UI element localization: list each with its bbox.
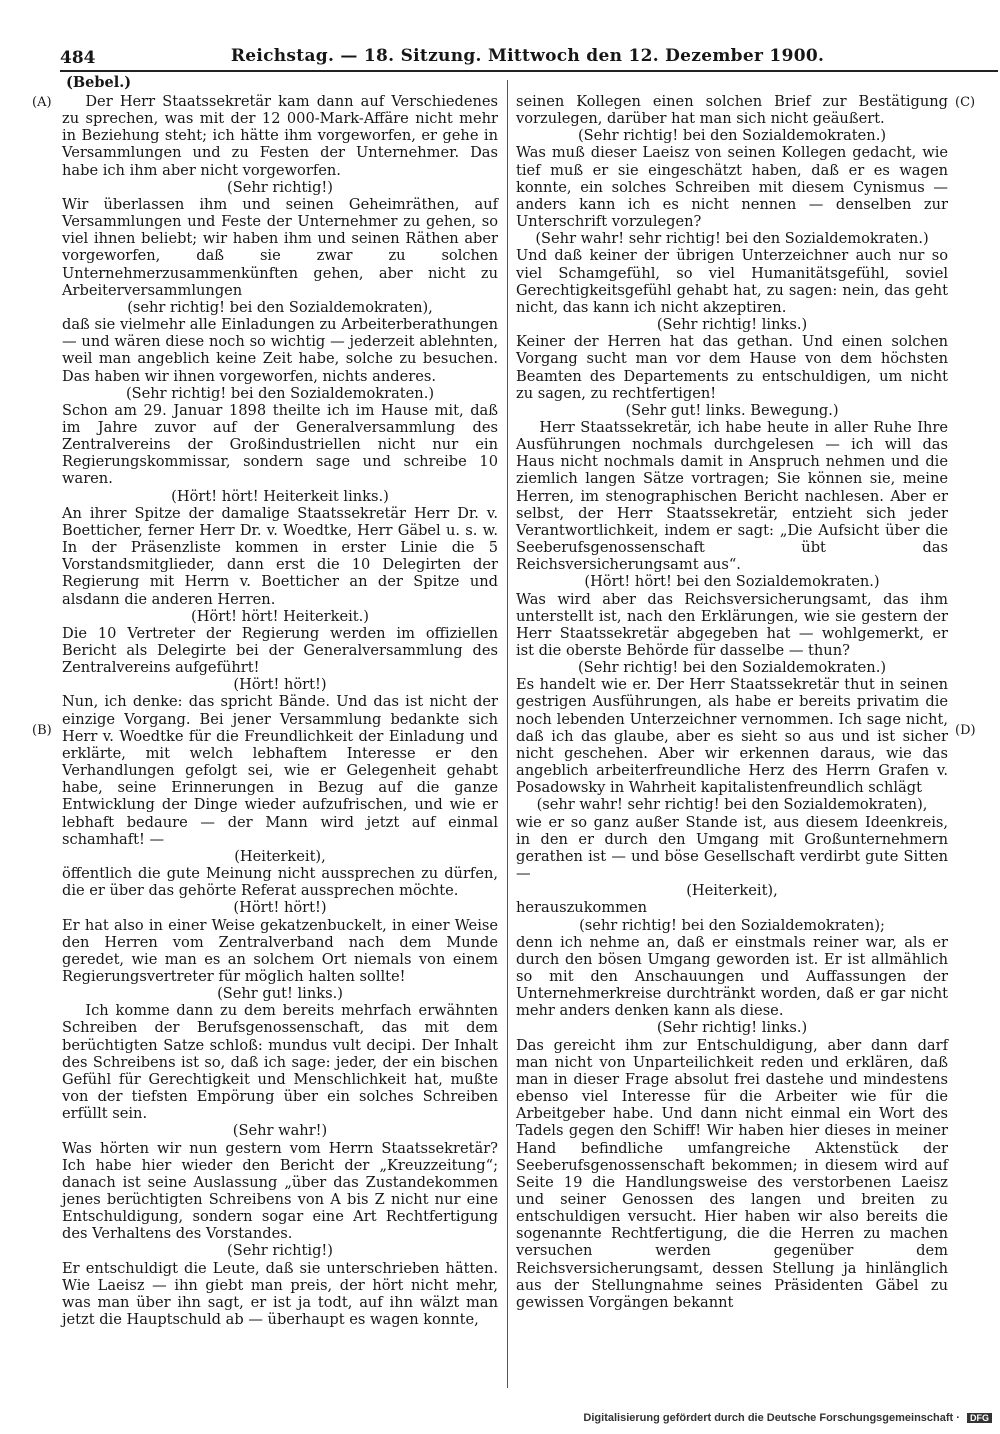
interjection: (Sehr gut! links. Bewegung.) [625,401,839,419]
paragraph: Herr Staatssekretär, ich habe heute in aller Ruhe Ihre Ausführungen nochmals durchgelesen — ich will das Haus nicht nochmals damit in Anspruch nehmen und die ziemlich langen Sätze vortragen; Sie können sie, meine Herren, im stenographischen Bericht nachlesen. Aber er selbst, der Herr Staatssekretär, entzieht sich jeder Verantwortlichkeit, indem er sagt: „Die Aufsicht über die Seeberufsgenossenschaft übt das Reichsversicherungsamt aus“. [516,418,948,574]
paragraph: Nun, ich denke: das spricht Bände. Und das ist nicht der einzige Vorgang. Bei jener Versammlung bedankte sich Herr v. Woedtke für die Freundlichkeit der Einladung und erklärte, mit welch lebhaftem Interesse er den Verhandlungen gefolgt sei, wie er Gelegenheit gehabt habe, seine Erinnerungen in Bezug auf die ganze Entwicklung der Dinge wieder aufzufrischen, und wie er lebhaft bedaure — der Mann wird jetzt auf einmal schamhaft! — [62,693,498,848]
footer-text: Digitalisierung gefördert durch die Deutsche Forschungsgemeinschaft · [583,1412,960,1424]
paragraph: Er entschuldigt die Leute, daß sie unterschrieben hätten. Wie Laeisz — ihn giebt man preis, der hört nicht mehr, was man über ihn sagt, er ist ja todt, auf ihn wälzt man jetzt die Hauptschuld ab — überhaupt es wagen konnte, [62,1259,498,1329]
paragraph: Schon am 29. Januar 1898 theilte ich im Hause mit, daß im Jahre zuvor auf der Generalversammlung des Zentralvereins der Großindustriellen nicht nur ein Regierungskommissar, sondern sage und schreibe 10 waren. [62,401,498,488]
paragraph: Er hat also in einer Weise gekatzenbuckelt, in einer Weise den Herren vom Zentralverband nach dem Munde geredet, wie man es an solchem Ort niemals von einem Regierungsvertreter für möglich halten sollte! [62,916,498,985]
paragraph: Es handelt wie er. Der Herr Staatssekretär thut in seinen gestrigen Ausführungen, als habe er bereits privatim die noch lebenden Unterzeichner vernommen. Ich sage nicht, daß ich das glaube, aber es sieht so aus und ist sicher nicht geschehen. Aber wir erkennen daraus, wie das angeblich arbeiterfreundliche Herz des Herrn Grafen v. Posadowsky in Wahrheit kapitalistenfreundlich schlägt [516,676,948,797]
margin-mark-a: (A) [32,95,52,110]
paragraph: Und daß keiner der übrigen Unterzeichner auch nur so viel Schamgefühl, so viel Humanitätsgefühl, soviel Gerechtigkeitsgefühl gehabt hat, zu sagen: nein, das geht nicht, das kann ich nicht akzeptiren. [516,247,948,316]
paragraph: Was wird aber das Reichsversicherungsamt, das ihm unterstellt ist, nach den Erklärungen, wie sie gestern der Herr Staatssekretär abgegeben hat — wohlgemerkt, er ist die oberste Behörde für dasselbe — thun? [516,590,948,659]
paragraph: An ihrer Spitze der damalige Staatssekretär Herr Dr. v. Boetticher, ferner Herr Dr. v. Woedtke, Herr Gäbel u. s. w. In der Präsenzliste kommen in erster Linie die 5 Vorstandsmitglieder, dann erst die 10 Delegirten der Regierung mit Herrn v. Boetticher an der Spitze und alsdann die anderen Herren. [62,504,498,608]
paragraph: Die 10 Vertreter der Regierung werden im offiziellen Bericht als Delegirte bei der Generalversammlung des Zentralvereins aufgeführt! [62,624,498,677]
paragraph: seinen Kollegen einen solchen Brief zur Bestätigung vorzulegen, darüber hat man sich nicht geäußert. [516,93,948,128]
header-rule [60,70,998,72]
interjection: (Heiterkeit), [234,847,326,865]
paragraph: denn ich nehme an, daß er einstmals reiner war, als er durch den bösen Umgang geworden ist. Er ist allmählich so mit den Anschauungen und Auffassungen der Unternehmerkreise durchtränkt worden, daß er gar nicht mehr anders denken kann als diese. [516,933,948,1020]
speaker-name: (Bebel.) [66,74,132,91]
paragraph: Der Herr Staatssekretär kam dann auf Verschiedenes zu sprechen, was mit der 12 000-Mark-Affäre nicht mehr in Beziehung steht; ich hätte ihm vorgeworfen, er gehe in Versammlungen und zu Festen der Unternehmer. Das habe ich ihm aber nicht vorgeworfen. [62,93,498,179]
interjection: (Sehr richtig! links.) [656,1019,808,1037]
margin-mark-d: (D) [955,723,976,738]
paragraph: Ich komme dann zu dem bereits mehrfach erwähnten Schreiben der Berufsgenossenschaft, das mit dem berüchtigten Satze schloß: mundus vult decipi. Der Inhalt des Schreibens ist so, daß ich sage: jeder, der ein bischen Gefühl für Gerechtigkeit und Menschlichkeit hat, mußte von der tiefsten Empörung über ein solches Schreiben erfüllt sein. [62,1002,498,1123]
page-header [60,42,995,72]
interjection: (sehr wahr! sehr richtig! bei den Sozialdemokraten), [536,796,928,814]
interjection: (Hört! hört! bei den Sozialdemokraten.) [584,573,880,591]
interjection: (sehr richtig! bei den Sozialdemokraten), [127,298,433,316]
paragraph: Was hörten wir nun gestern vom Herrn Staatssekretär? Ich habe hier wieder den Bericht der „Kreuzzeitung“; danach ist seine Auslassung „über das Zustandekommen jenes berüchtigten Schreibens von A bis Z nicht nur eine Entschuldigung, sondern sogar eine Art Rechtfertigung des Verhaltens des Vorstandes. [62,1139,498,1243]
interjection: (Sehr gut! links.) [217,985,343,1003]
interjection: (Sehr richtig! bei den Sozialdemokraten.) [577,127,887,145]
interjection: (Sehr richtig! links.) [656,316,808,334]
paragraph: wie er so ganz außer Stande ist, aus diesem Ideenkreis, in den er durch den Umgang mit Großunternehmern gerathen ist — und böse Gesellschaft verdirbt gute Sitten — [516,813,948,883]
paragraph: Was muß dieser Laeisz von seinen Kollegen gedacht, wie tief muß er sie eingeschätzt haben, daß er es wagen konnte, ein solches Schreiben mit diesem Cynismus — anders kann ich es nicht nennen — denselben zur Unterschrift vorzulegen? [516,144,948,231]
interjection: (Sehr richtig!) [227,1242,333,1260]
interjection: (Sehr richtig! bei den Sozialdemokraten.) [125,384,435,402]
interjection: (Hört! hört! Heiterkeit links.) [171,487,389,505]
footer-credit [583,1412,992,1424]
paragraph: Das gereicht ihm zur Entschuldigung, aber dann darf man nicht von Unparteilichkeit reden und erklären, daß man in dieser Frage absolut frei dastehe und mindestens ebenso viel Interesse für die Arbeiter wie für die Arbeitgeber habe. Und dann nicht einmal ein Wort des Tadels gegen den Schiff! Wir haben hier dieses in meiner Hand befindliche umfangreiche Aktenstück der Seeberufsgenossenschaft bekommen; in diesem wird auf Seite 19 die Handlungsweise des verstorbenen Laeisz und seiner Genossen des langen und breiten zu entschuldigen versucht. Hier haben wir also bereits die sogenannte Rechtfertigung, die die Herren zu machen versuchen werden gegenüber dem Reichsversicherungsamt, dessen Stellung ja hinlänglich aus der Stellungnahme seines Präsidenten Gäbel zu gewissen Vorgängen bekannt [516,1036,948,1311]
interjection: (Sehr richtig! bei den Sozialdemokraten.) [577,659,887,677]
margin-mark-b: (B) [32,723,52,738]
paragraph: Wir überlassen ihm und seinen Geheimräthen, auf Versammlungen und Feste der Unternehmer zu gehen, so viel ihnen beliebt; wir haben ihm und seinen Räthen aber vorgeworfen, daß sie zwar zu solchen Unternehmerzusammenkünften gehen, aber nicht zu Arbeiterversammlungen [62,195,498,299]
margin-mark-c: (C) [955,95,976,110]
interjection: (Heiterkeit), [686,882,778,900]
paragraph: öffentlich die gute Meinung nicht aussprechen zu dürfen, die er über das gehörte Referat aussprechen möchte. [62,865,498,900]
left-text-column [62,93,498,1328]
interjection: (Sehr wahr! sehr richtig! bei den Sozialdemokraten.) [535,230,929,248]
running-title: Reichstag. — 18. Sitzung. Mittwoch den 12. Dezember 1900. [230,46,825,66]
column-divider [507,80,508,1388]
interjection: (Hört! hört!) [233,676,327,694]
interjection: (Hört! hört! Heiterkeit.) [191,607,369,625]
dfg-logo: DFG [967,1413,992,1423]
paragraph: daß sie vielmehr alle Einladungen zu Arbeiterberathungen — und wären diese noch so wichtig — jederzeit ablehnten, weil man angeblich keine Zeit habe, solche zu besuchen. Das haben wir ihnen vorgeworfen, nichts anderes. [62,316,498,385]
interjection: (Hört! hört!) [233,899,327,917]
interjection: (Sehr richtig!) [227,178,333,196]
interjection: (sehr richtig! bei den Sozialdemokraten); [579,916,885,934]
paragraph: herauszukommen [516,899,648,917]
interjection: (Sehr wahr!) [232,1122,328,1140]
paragraph: Keiner der Herren hat das gethan. Und einen solchen Vorgang sucht man vor dem Hause von dem höchsten Beamten des Departements zu entschuldigen, um nicht zu sagen, zu rechtfertigen! [516,333,948,402]
page-number: 484 [60,48,96,68]
right-text-column [516,93,948,1311]
